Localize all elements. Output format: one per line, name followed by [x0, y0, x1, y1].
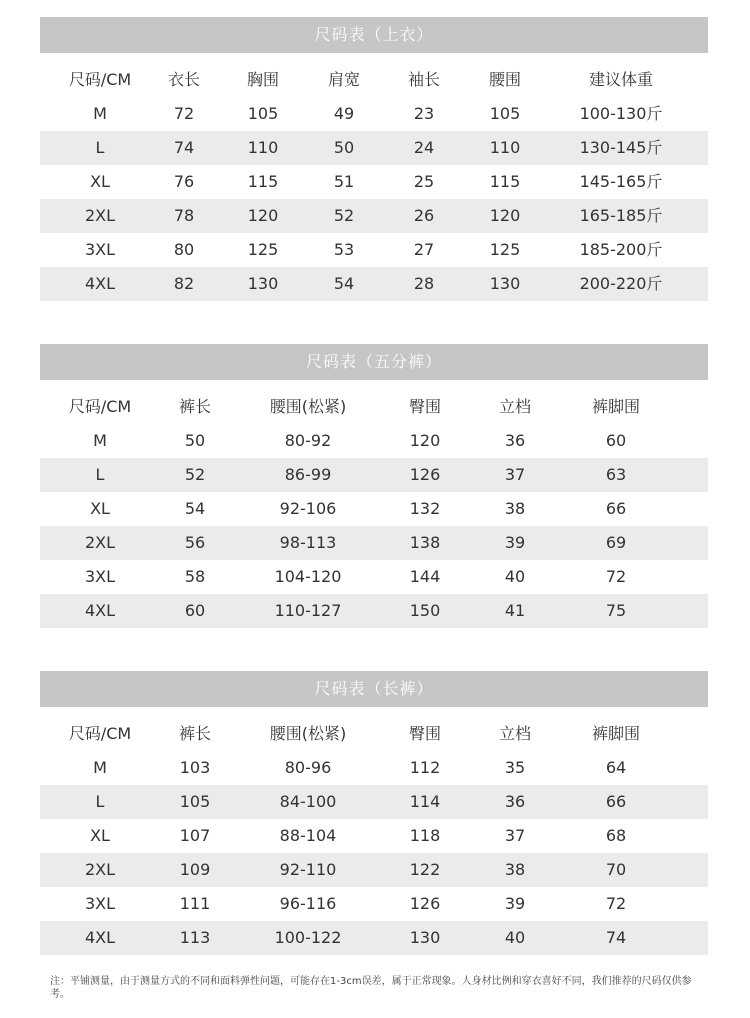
header-cell: 裤脚围 [591, 724, 640, 743]
table-cell: 78 [173, 206, 195, 225]
table-cell: 114 [409, 792, 441, 811]
header-cell: 臀围 [408, 397, 441, 416]
table-row [40, 785, 708, 819]
table-cell: 58 [184, 567, 206, 586]
table-cell: 86-99 [284, 465, 332, 484]
table-cell: 130 [489, 274, 521, 293]
table-row [40, 751, 708, 785]
header-cell: 裤脚围 [591, 397, 640, 416]
table-row [40, 853, 708, 887]
table-cell: 111 [179, 894, 211, 913]
table-cell: 115 [489, 172, 521, 191]
table-cell: 125 [247, 240, 279, 259]
table-row [40, 594, 708, 628]
table-row [40, 233, 708, 267]
table-cell: 66 [605, 499, 627, 518]
table-cell: 75 [605, 601, 627, 620]
header-cell: 衣长 [167, 70, 200, 89]
size-cell: 3XL [84, 894, 116, 913]
table-cell: 120 [489, 206, 521, 225]
table-cell: 200-220斤 [579, 274, 663, 293]
table-cell: 69 [605, 533, 627, 552]
size-cell: XL [90, 826, 110, 845]
table-cell: 63 [605, 465, 627, 484]
table-cell: 126 [409, 465, 441, 484]
table-cell: 54 [333, 274, 355, 293]
table-cell: 52 [333, 206, 355, 225]
table-row [40, 458, 708, 492]
table-cell: 92-106 [279, 499, 337, 518]
table-cell: 144 [409, 567, 441, 586]
table-cell: 185-200斤 [579, 240, 663, 259]
table-cell: 72 [605, 567, 627, 586]
table-cell: 49 [333, 104, 355, 123]
table-cell: 72 [605, 894, 627, 913]
table-row [40, 492, 708, 526]
table-cell: 51 [333, 172, 355, 191]
table-cell: 130 [247, 274, 279, 293]
table-row [40, 921, 708, 955]
table-cell: 52 [184, 465, 206, 484]
header-cell: 尺码/CM [68, 397, 132, 416]
table-cell: 38 [504, 499, 526, 518]
header-cell: 立档 [498, 397, 531, 416]
table-cell: 28 [413, 274, 435, 293]
table-cell: 112 [409, 758, 441, 777]
table-row [40, 131, 708, 165]
table-cell: 113 [179, 928, 211, 947]
table-cell: 110-127 [274, 601, 342, 620]
table-row [40, 165, 708, 199]
header-cell: 腰围(松紧) [269, 724, 347, 743]
table-cell: 150 [409, 601, 441, 620]
header-cell: 臀围 [408, 724, 441, 743]
table-cell: 130 [409, 928, 441, 947]
header-cell: 腰围(松紧) [269, 397, 347, 416]
table-cell: 36 [504, 792, 526, 811]
header-cell: 袖长 [407, 70, 440, 89]
table-cell: 96-116 [279, 894, 337, 913]
table-row [40, 819, 708, 853]
table-cell: 40 [504, 928, 526, 947]
size-cell: 2XL [84, 533, 116, 552]
size-cell: 2XL [84, 206, 116, 225]
table-cell: 145-165斤 [579, 172, 663, 191]
table-row [40, 199, 708, 233]
header-cell: 肩宽 [327, 70, 360, 89]
table-cell: 56 [184, 533, 206, 552]
header-cell: 裤长 [178, 397, 211, 416]
header-cell: 裤长 [178, 724, 211, 743]
table-cell: 37 [504, 465, 526, 484]
table-cell: 50 [333, 138, 355, 157]
table-cell: 109 [179, 860, 211, 879]
table-row [40, 526, 708, 560]
table-cell: 122 [409, 860, 441, 879]
size-cell: XL [90, 172, 110, 191]
table-cell: 130-145斤 [579, 138, 663, 157]
table-row [40, 267, 708, 301]
size-cell: M [93, 104, 107, 123]
table-row [40, 560, 708, 594]
table-cell: 132 [409, 499, 441, 518]
table-cell: 41 [504, 601, 526, 620]
size-cell: 4XL [84, 601, 116, 620]
footnote: 注：平铺测量，由于测量方式的不同和面料弹性问题，可能存在1-3cm误差，属于正常现象。人身材比例和穿衣喜好不同，我们推荐的尺码仅供参考。 [50, 976, 692, 1000]
table-cell: 74 [605, 928, 627, 947]
table-cell: 25 [413, 172, 435, 191]
size-cell: M [93, 431, 107, 450]
table-cell: 68 [605, 826, 627, 845]
table-cell: 100-130斤 [579, 104, 663, 123]
size-cell: 4XL [84, 928, 116, 947]
table-cell: 110 [247, 138, 279, 157]
size-table-top [40, 17, 708, 301]
table-cell: 84-100 [279, 792, 337, 811]
table-cell: 35 [504, 758, 526, 777]
size-cell: L [95, 138, 105, 157]
table-row [40, 97, 708, 131]
table-header-row [40, 63, 708, 97]
table-row [40, 887, 708, 921]
table-row [40, 424, 708, 458]
table-cell: 92-110 [279, 860, 337, 879]
table-title: 尺码表（五分裤） [40, 344, 708, 380]
table-cell: 115 [247, 172, 279, 191]
table-cell: 125 [489, 240, 521, 259]
table-cell: 60 [605, 431, 627, 450]
table-cell: 70 [605, 860, 627, 879]
table-cell: 105 [179, 792, 211, 811]
table-cell: 27 [413, 240, 435, 259]
table-cell: 126 [409, 894, 441, 913]
table-cell: 26 [413, 206, 435, 225]
table-title: 尺码表（长裤） [40, 671, 708, 707]
table-cell: 120 [409, 431, 441, 450]
size-cell: 3XL [84, 567, 116, 586]
table-cell: 76 [173, 172, 195, 191]
table-cell: 165-185斤 [579, 206, 663, 225]
table-cell: 100-122 [274, 928, 342, 947]
table-cell: 118 [409, 826, 441, 845]
table-cell: 66 [605, 792, 627, 811]
table-cell: 74 [173, 138, 195, 157]
size-cell: L [95, 792, 105, 811]
size-table-shorts [40, 344, 708, 628]
table-cell: 80 [173, 240, 195, 259]
header-cell: 尺码/CM [68, 70, 132, 89]
table-cell: 24 [413, 138, 435, 157]
table-cell: 104-120 [274, 567, 342, 586]
table-cell: 80-92 [284, 431, 332, 450]
header-cell: 尺码/CM [68, 724, 132, 743]
table-cell: 64 [605, 758, 627, 777]
header-cell: 建议体重 [588, 70, 653, 89]
table-cell: 110 [489, 138, 521, 157]
size-cell: 4XL [84, 274, 116, 293]
table-cell: 105 [247, 104, 279, 123]
table-cell: 103 [179, 758, 211, 777]
table-cell: 37 [504, 826, 526, 845]
table-cell: 39 [504, 894, 526, 913]
table-cell: 105 [489, 104, 521, 123]
table-cell: 80-96 [284, 758, 332, 777]
table-cell: 72 [173, 104, 195, 123]
table-header-row [40, 717, 708, 751]
size-table-pants [40, 671, 708, 955]
table-cell: 39 [504, 533, 526, 552]
table-cell: 120 [247, 206, 279, 225]
table-cell: 38 [504, 860, 526, 879]
table-cell: 107 [179, 826, 211, 845]
table-cell: 40 [504, 567, 526, 586]
table-header-row [40, 390, 708, 424]
table-cell: 60 [184, 601, 206, 620]
table-cell: 23 [413, 104, 435, 123]
size-cell: 2XL [84, 860, 116, 879]
size-cell: M [93, 758, 107, 777]
table-title: 尺码表（上衣） [40, 17, 708, 53]
header-cell: 立档 [498, 724, 531, 743]
size-cell: L [95, 465, 105, 484]
header-cell: 胸围 [246, 70, 279, 89]
table-cell: 88-104 [279, 826, 337, 845]
table-cell: 50 [184, 431, 206, 450]
table-cell: 53 [333, 240, 355, 259]
size-cell: XL [90, 499, 110, 518]
table-cell: 138 [409, 533, 441, 552]
table-cell: 36 [504, 431, 526, 450]
header-cell: 腰围 [488, 70, 521, 89]
size-cell: 3XL [84, 240, 116, 259]
table-cell: 54 [184, 499, 206, 518]
table-cell: 82 [173, 274, 195, 293]
table-cell: 98-113 [279, 533, 337, 552]
